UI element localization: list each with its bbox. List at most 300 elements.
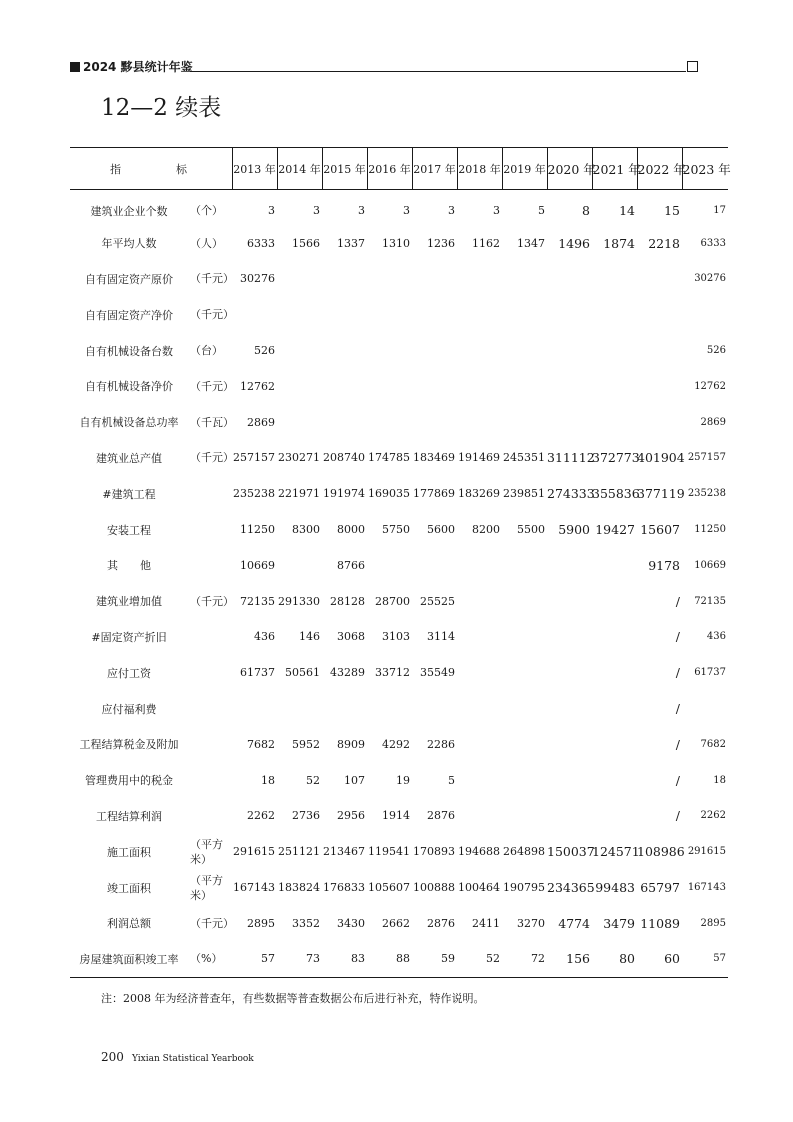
value-cell (502, 726, 547, 762)
indicator-unit (188, 512, 232, 548)
value-cell: 3103 (382, 630, 410, 644)
value-cell: 2218 (648, 235, 680, 251)
value-cell: 1914 (382, 809, 410, 823)
value-cell (412, 297, 457, 333)
indicator-name: #固定资产折旧 (91, 630, 167, 644)
value-cell (277, 297, 322, 333)
year-header: 2018 年 (457, 148, 502, 190)
indicator-name: 竣工面积 (107, 881, 151, 895)
value-cell: 183824 (278, 881, 320, 895)
indicator-name: 应付福利费 (101, 702, 157, 716)
value-cell: 3479 (603, 915, 635, 931)
value-cell: 2286 (427, 737, 455, 751)
value-cell: / (675, 808, 680, 824)
value-cell (637, 261, 682, 297)
indicator-name: 建筑业增加值 (96, 595, 162, 609)
value-cell (547, 726, 592, 762)
indicator-name: 自有固定资产原价 (85, 272, 173, 286)
value-cell (502, 762, 547, 798)
value-cell: 30276 (240, 272, 275, 286)
value-cell: 11089 (640, 915, 680, 931)
value-cell: 18 (261, 773, 275, 787)
value-cell (502, 297, 547, 333)
value-cell (457, 762, 502, 798)
value-cell: 1347 (517, 236, 545, 250)
value-cell (457, 547, 502, 583)
indicator-unit (188, 726, 232, 762)
year-header: 2013 年 (232, 148, 277, 190)
value-cell (367, 368, 412, 404)
value-cell: 191974 (323, 487, 365, 501)
value-cell: 65797 (640, 880, 680, 896)
value-cell (277, 547, 322, 583)
value-cell: 12762 (694, 380, 726, 392)
indicator-name: 安装工程 (107, 523, 151, 537)
value-cell: 14 (619, 203, 635, 219)
year-header: 2022 年 (637, 148, 682, 190)
table-row (70, 870, 728, 906)
value-cell (592, 547, 637, 583)
value-cell (457, 261, 502, 297)
value-cell: 3 (493, 204, 500, 218)
indicator-name: 建筑业总产值 (96, 451, 162, 465)
value-cell: 61737 (694, 667, 726, 679)
table-row (70, 333, 728, 369)
value-cell (457, 333, 502, 369)
indicator-name: 管理费用中的税金 (85, 774, 173, 788)
table-row (70, 368, 728, 404)
value-cell: 124571 (592, 844, 640, 860)
table-row (70, 655, 728, 691)
value-cell: 100464 (458, 881, 500, 895)
value-cell: 5600 (427, 523, 455, 537)
value-cell: 100888 (413, 881, 455, 895)
value-cell: 60 (637, 941, 682, 977)
value-cell: 43289 (330, 666, 365, 680)
indicator-unit: （台） (190, 344, 223, 358)
running-header (70, 58, 700, 76)
value-cell (547, 404, 592, 440)
value-cell: 235238 (687, 488, 726, 500)
table-row (70, 190, 728, 226)
indicator-unit: （千瓦） (190, 415, 234, 429)
value-cell: 1236 (427, 236, 455, 250)
table-row (70, 583, 728, 619)
value-cell: 167143 (233, 881, 275, 895)
value-cell: 526 (706, 345, 726, 357)
value-cell: 2411 (472, 916, 500, 930)
value-cell (277, 404, 322, 440)
value-cell (322, 691, 367, 727)
value-cell: 2262 (700, 810, 726, 822)
indicator-name: 建筑业企业个数 (90, 204, 168, 218)
value-cell: 2895 (700, 917, 726, 929)
table-row (70, 834, 728, 870)
value-cell: 33712 (375, 666, 410, 680)
value-cell (547, 547, 592, 583)
value-cell: 4292 (382, 737, 410, 751)
value-cell: 436 (706, 631, 726, 643)
value-cell: 4774 (558, 915, 590, 931)
year-header: 2020 年 (547, 148, 592, 190)
table-row (70, 261, 728, 297)
value-cell: 3352 (292, 916, 320, 930)
table-row (70, 476, 728, 512)
value-cell (412, 404, 457, 440)
value-cell: 191469 (458, 451, 500, 465)
value-cell: 28128 (330, 594, 365, 608)
value-cell: 3 (448, 204, 455, 218)
table-row (70, 440, 728, 476)
value-cell: 3 (313, 204, 320, 218)
value-cell (367, 404, 412, 440)
value-cell (412, 691, 457, 727)
value-cell (547, 261, 592, 297)
indicator-unit: （千元） (190, 379, 234, 393)
indicator-unit: （千元） (190, 308, 234, 322)
value-cell: 291615 (233, 845, 275, 859)
value-cell: 174785 (368, 451, 410, 465)
value-cell: / (675, 736, 680, 752)
value-cell: 5952 (292, 737, 320, 751)
year-header: 2019 年 (502, 148, 547, 190)
value-cell (637, 368, 682, 404)
value-cell (322, 333, 367, 369)
year-header: 2014 年 (277, 148, 322, 190)
value-cell: 2262 (247, 809, 275, 823)
value-cell (502, 404, 547, 440)
value-cell: / (675, 772, 680, 788)
value-cell: 2956 (337, 809, 365, 823)
indicator-name: 施工面积 (107, 845, 151, 859)
value-cell: 10669 (694, 559, 726, 571)
indicator-name: 工程结算利润 (96, 809, 162, 823)
value-cell: 436 (254, 630, 275, 644)
value-cell (682, 297, 728, 333)
value-cell: 234365 (547, 880, 595, 896)
value-cell: 170893 (413, 845, 455, 859)
value-cell (502, 261, 547, 297)
value-cell: 80 (592, 941, 637, 977)
square-bullet-icon (70, 62, 80, 72)
value-cell: 11250 (240, 523, 275, 537)
value-cell: 526 (254, 344, 275, 358)
value-cell: 8909 (337, 737, 365, 751)
value-cell: 235238 (233, 487, 275, 501)
footer-english-title: Yixian Statistical Yearbook (132, 1054, 254, 1064)
indicator-unit: （千元） (190, 594, 234, 608)
value-cell: 30276 (694, 273, 726, 285)
value-cell: 1496 (558, 235, 590, 251)
value-cell: 167143 (687, 882, 726, 894)
value-cell (457, 404, 502, 440)
value-cell: 213467 (323, 845, 365, 859)
value-cell: 372773 (592, 450, 640, 466)
value-cell (592, 691, 637, 727)
value-cell (592, 655, 637, 691)
value-cell (502, 798, 547, 834)
value-cell (457, 619, 502, 655)
value-cell (502, 368, 547, 404)
value-cell: 19427 (595, 522, 635, 538)
value-cell: 257157 (687, 452, 726, 464)
value-cell: 176833 (323, 881, 365, 895)
value-cell: 35549 (420, 666, 455, 680)
table-title: 12—2 续表 (101, 95, 222, 121)
value-cell (502, 333, 547, 369)
year-header: 2015 年 (322, 148, 367, 190)
value-cell: 10669 (240, 558, 275, 572)
value-cell (637, 297, 682, 333)
value-cell: 3270 (517, 916, 545, 930)
value-cell: 377119 (637, 486, 685, 502)
value-cell (322, 368, 367, 404)
value-cell: 239851 (503, 487, 545, 501)
page-footer (101, 1046, 254, 1065)
value-cell: 230271 (278, 451, 320, 465)
value-cell (277, 368, 322, 404)
value-cell: 3 (403, 204, 410, 218)
value-cell: 194688 (458, 845, 500, 859)
value-cell (322, 404, 367, 440)
value-cell (592, 404, 637, 440)
value-cell (592, 261, 637, 297)
value-cell (502, 583, 547, 619)
indicator-unit (188, 691, 232, 727)
year-header: 2021 年 (592, 148, 637, 190)
value-cell (547, 368, 592, 404)
value-cell: 3 (358, 204, 365, 218)
value-cell (457, 368, 502, 404)
value-cell: 1310 (382, 236, 410, 250)
year-header: 2023 年 (682, 148, 728, 190)
value-cell: 156 (547, 941, 592, 977)
value-cell (457, 691, 502, 727)
value-cell (592, 762, 637, 798)
value-cell: 17 (713, 205, 726, 217)
value-cell (637, 333, 682, 369)
value-cell: 28700 (375, 594, 410, 608)
value-cell: 8200 (472, 523, 500, 537)
value-cell: 3430 (337, 916, 365, 930)
indicator-header: 指 标 (70, 148, 232, 190)
table-row (70, 547, 728, 583)
indicator-name: 其 他 (107, 559, 151, 573)
value-cell: 8 (582, 203, 590, 219)
value-cell (547, 619, 592, 655)
value-cell: 15 (664, 203, 680, 219)
indicator-name: 工程结算税金及附加 (79, 738, 179, 752)
value-cell: / (675, 629, 680, 645)
value-cell: 2869 (247, 415, 275, 429)
indicator-unit (188, 619, 232, 655)
value-cell: 6333 (247, 236, 275, 250)
value-cell (367, 333, 412, 369)
value-cell: 61737 (240, 666, 275, 680)
header-rule (190, 71, 686, 72)
value-cell (277, 261, 322, 297)
table-row (70, 297, 728, 333)
value-cell: 7682 (700, 738, 726, 750)
value-cell (637, 404, 682, 440)
table-row (70, 798, 728, 834)
value-cell: 2869 (700, 416, 726, 428)
value-cell: 57 (232, 941, 277, 977)
indicator-name: 房屋建筑面积竣工率 (70, 941, 188, 977)
value-cell: 291330 (278, 594, 320, 608)
value-cell: 1874 (603, 235, 635, 251)
value-cell: 3 (268, 204, 275, 218)
value-cell (592, 333, 637, 369)
table-row (70, 726, 728, 762)
value-cell: 2876 (427, 809, 455, 823)
value-cell: 107 (344, 773, 365, 787)
value-cell: / (675, 701, 680, 717)
value-cell: 108986 (637, 844, 685, 860)
year-header: 2016 年 (367, 148, 412, 190)
value-cell: 7682 (247, 737, 275, 751)
indicator-unit: （千元） (190, 272, 234, 286)
indicator-name: 利润总额 (107, 917, 151, 931)
value-cell (592, 583, 637, 619)
value-cell: 5 (538, 204, 545, 218)
value-cell: 52 (306, 773, 320, 787)
value-cell: 73 (277, 941, 322, 977)
value-cell: 12762 (240, 379, 275, 393)
indicator-unit: （人） (190, 236, 223, 250)
value-cell (322, 297, 367, 333)
value-cell: 72135 (694, 595, 726, 607)
value-cell: 1337 (337, 236, 365, 250)
table-header-row (70, 148, 728, 190)
value-cell: 3068 (337, 630, 365, 644)
value-cell (502, 619, 547, 655)
value-cell: 401904 (637, 450, 685, 466)
indicator-name: 自有机械设备净价 (85, 380, 173, 394)
value-cell: 5750 (382, 523, 410, 537)
value-cell: 5 (448, 773, 455, 787)
indicator-unit (188, 476, 232, 512)
indicator-unit (188, 762, 232, 798)
value-cell (457, 297, 502, 333)
value-cell: 59 (412, 941, 457, 977)
table-row (70, 762, 728, 798)
indicator-unit (188, 798, 232, 834)
value-cell: / (675, 593, 680, 609)
indicator-unit: （个） (190, 204, 223, 218)
value-cell (232, 297, 277, 333)
value-cell (547, 798, 592, 834)
indicator-name: 自有机械设备总功率 (79, 416, 179, 430)
value-cell: 1162 (472, 236, 500, 250)
indicator-unit: （千元） (190, 451, 234, 465)
value-cell: 50561 (285, 666, 320, 680)
value-cell: 183269 (458, 487, 500, 501)
value-cell: 8300 (292, 523, 320, 537)
indicator-unit (188, 547, 232, 583)
indicator-unit: （平方米） (190, 837, 223, 866)
value-cell (592, 726, 637, 762)
value-cell: 8766 (337, 558, 365, 572)
value-cell: 169035 (368, 487, 410, 501)
page-number: 200 (101, 1050, 124, 1064)
value-cell: 251121 (278, 845, 320, 859)
value-cell (502, 547, 547, 583)
value-cell: 99483 (595, 880, 635, 896)
value-cell: 245351 (503, 451, 545, 465)
value-cell (367, 261, 412, 297)
value-cell: 8000 (337, 523, 365, 537)
value-cell (592, 619, 637, 655)
value-cell: 264898 (503, 845, 545, 859)
value-cell (502, 691, 547, 727)
value-cell (502, 655, 547, 691)
year-header: 2017 年 (412, 148, 457, 190)
value-cell (322, 261, 367, 297)
value-cell: 9178 (648, 557, 680, 573)
empty-box-icon (687, 61, 698, 72)
table-row (70, 404, 728, 440)
indicator-unit: （平方米） (190, 873, 223, 902)
value-cell: 208740 (323, 451, 365, 465)
table-row (70, 512, 728, 548)
value-cell (232, 691, 277, 727)
value-cell: 18 (713, 774, 726, 786)
value-cell: 183469 (413, 451, 455, 465)
value-cell: 105607 (368, 881, 410, 895)
running-header-title: 2024 黟县统计年鉴 (83, 60, 193, 74)
value-cell (547, 583, 592, 619)
value-cell: 57 (682, 941, 728, 977)
indicator-name: 应付工资 (107, 666, 151, 680)
value-cell (457, 726, 502, 762)
value-cell (457, 798, 502, 834)
value-cell (592, 798, 637, 834)
table-row (70, 691, 728, 727)
indicator-name: 自有固定资产净价 (85, 308, 173, 322)
value-cell (457, 655, 502, 691)
value-cell: 257157 (233, 451, 275, 465)
value-cell: 311112 (547, 450, 595, 466)
value-cell: 2736 (292, 809, 320, 823)
table-body (70, 190, 728, 978)
value-cell (367, 547, 412, 583)
table-row (70, 941, 728, 977)
value-cell: 355836 (592, 486, 640, 502)
table-row (70, 905, 728, 941)
table-row (70, 619, 728, 655)
value-cell (412, 261, 457, 297)
value-cell: 52 (457, 941, 502, 977)
table-note: 注：2008 年为经济普查年，有些数据等普查数据公布后进行补充，特作说明。 (101, 992, 485, 1005)
value-cell: 5900 (558, 522, 590, 538)
value-cell: 274333 (547, 486, 595, 502)
value-cell (547, 691, 592, 727)
value-cell: 119541 (368, 845, 410, 859)
value-cell: 6333 (700, 237, 726, 249)
value-cell: 146 (299, 630, 320, 644)
value-cell (592, 297, 637, 333)
indicator-name: 自有机械设备台数 (85, 344, 173, 358)
value-cell: 2662 (382, 916, 410, 930)
indicator-unit (188, 655, 232, 691)
indicator-unit: （%） (188, 941, 232, 977)
value-cell: 72135 (240, 594, 275, 608)
value-cell: 2895 (247, 916, 275, 930)
value-cell (412, 547, 457, 583)
indicator-name: #建筑工程 (102, 487, 156, 501)
value-cell (592, 368, 637, 404)
